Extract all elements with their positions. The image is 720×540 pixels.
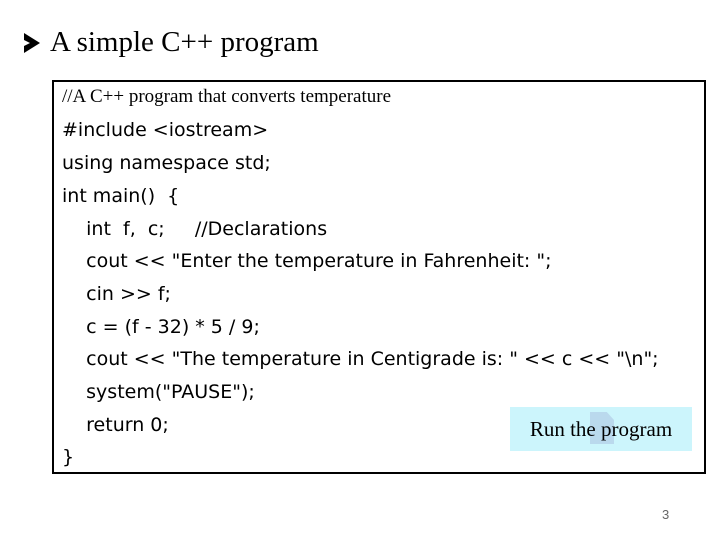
code-line: system("PAUSE"); bbox=[62, 381, 255, 403]
run-program-label: Run the program bbox=[529, 416, 673, 441]
arrow-bullet-icon bbox=[24, 33, 40, 53]
code-line: c = (f - 32) * 5 / 9; bbox=[62, 316, 260, 338]
code-line: int f, c; //Declarations bbox=[62, 218, 328, 240]
run-program-button[interactable] bbox=[510, 407, 692, 451]
code-comment-line: //A C++ program that converts temperature bbox=[62, 86, 392, 107]
code-line: cout << "The temperature in Centigrade is: " << c << "\n"; bbox=[62, 348, 659, 370]
slide-title bbox=[24, 26, 319, 59]
code-line: return 0; bbox=[62, 414, 169, 436]
code-line: using namespace std; bbox=[62, 152, 271, 174]
code-box bbox=[52, 80, 706, 474]
code-line: int main() { bbox=[62, 185, 180, 207]
page-number: 3 bbox=[662, 507, 670, 522]
code-line: cout << "Enter the temperature in Fahrenheit: "; bbox=[62, 250, 552, 272]
slide-title-text: A simple C++ program bbox=[50, 26, 319, 58]
code-line: cin >> f; bbox=[62, 283, 171, 305]
code-line: } bbox=[62, 446, 75, 468]
code-line: #include <iostream> bbox=[62, 119, 269, 141]
